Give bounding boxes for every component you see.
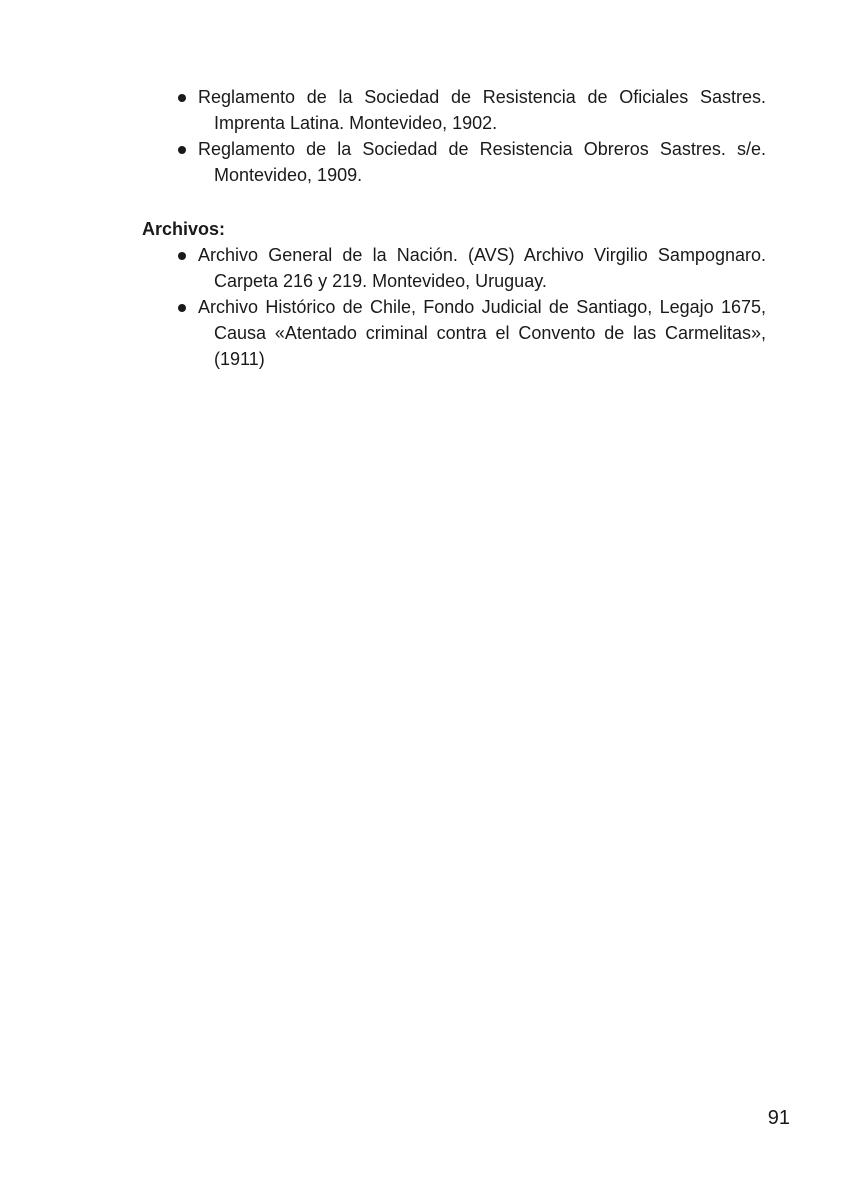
- archivos-heading: Archivos:: [142, 219, 226, 239]
- bibliography-list: [142, 84, 766, 188]
- list-item-text: Reglamento de la Sociedad de Resistencia de Oficiales Sastres. Imprenta Latina. Montevideo, 1902.: [198, 87, 766, 133]
- list-item-text: Reglamento de la Sociedad de Resistencia Obreros Sastres. s/e. Montevideo, 1909.: [198, 139, 766, 185]
- bullet-icon: [178, 146, 186, 154]
- bullet-icon: [178, 304, 186, 312]
- page-number: 91: [767, 1107, 790, 1129]
- list-item: [142, 242, 766, 294]
- archivos-list: [142, 242, 766, 372]
- list-item-text: Archivo General de la Nación. (AVS) Archivo Virgilio Sampognaro. Carpeta 216 y 219. Montevideo, Uruguay.: [198, 245, 766, 291]
- bullet-icon: [178, 94, 186, 102]
- list-item: [142, 136, 766, 188]
- list-item: [142, 294, 766, 372]
- list-item-text: Archivo Histórico de Chile, Fondo Judicial de Santiago, Legajo 1675, Causa «Atentado criminal contra el Convento de las Carmelitas», (1911): [198, 297, 766, 369]
- list-item: [142, 84, 766, 136]
- bullet-icon: [178, 252, 186, 260]
- page-content: [142, 84, 766, 372]
